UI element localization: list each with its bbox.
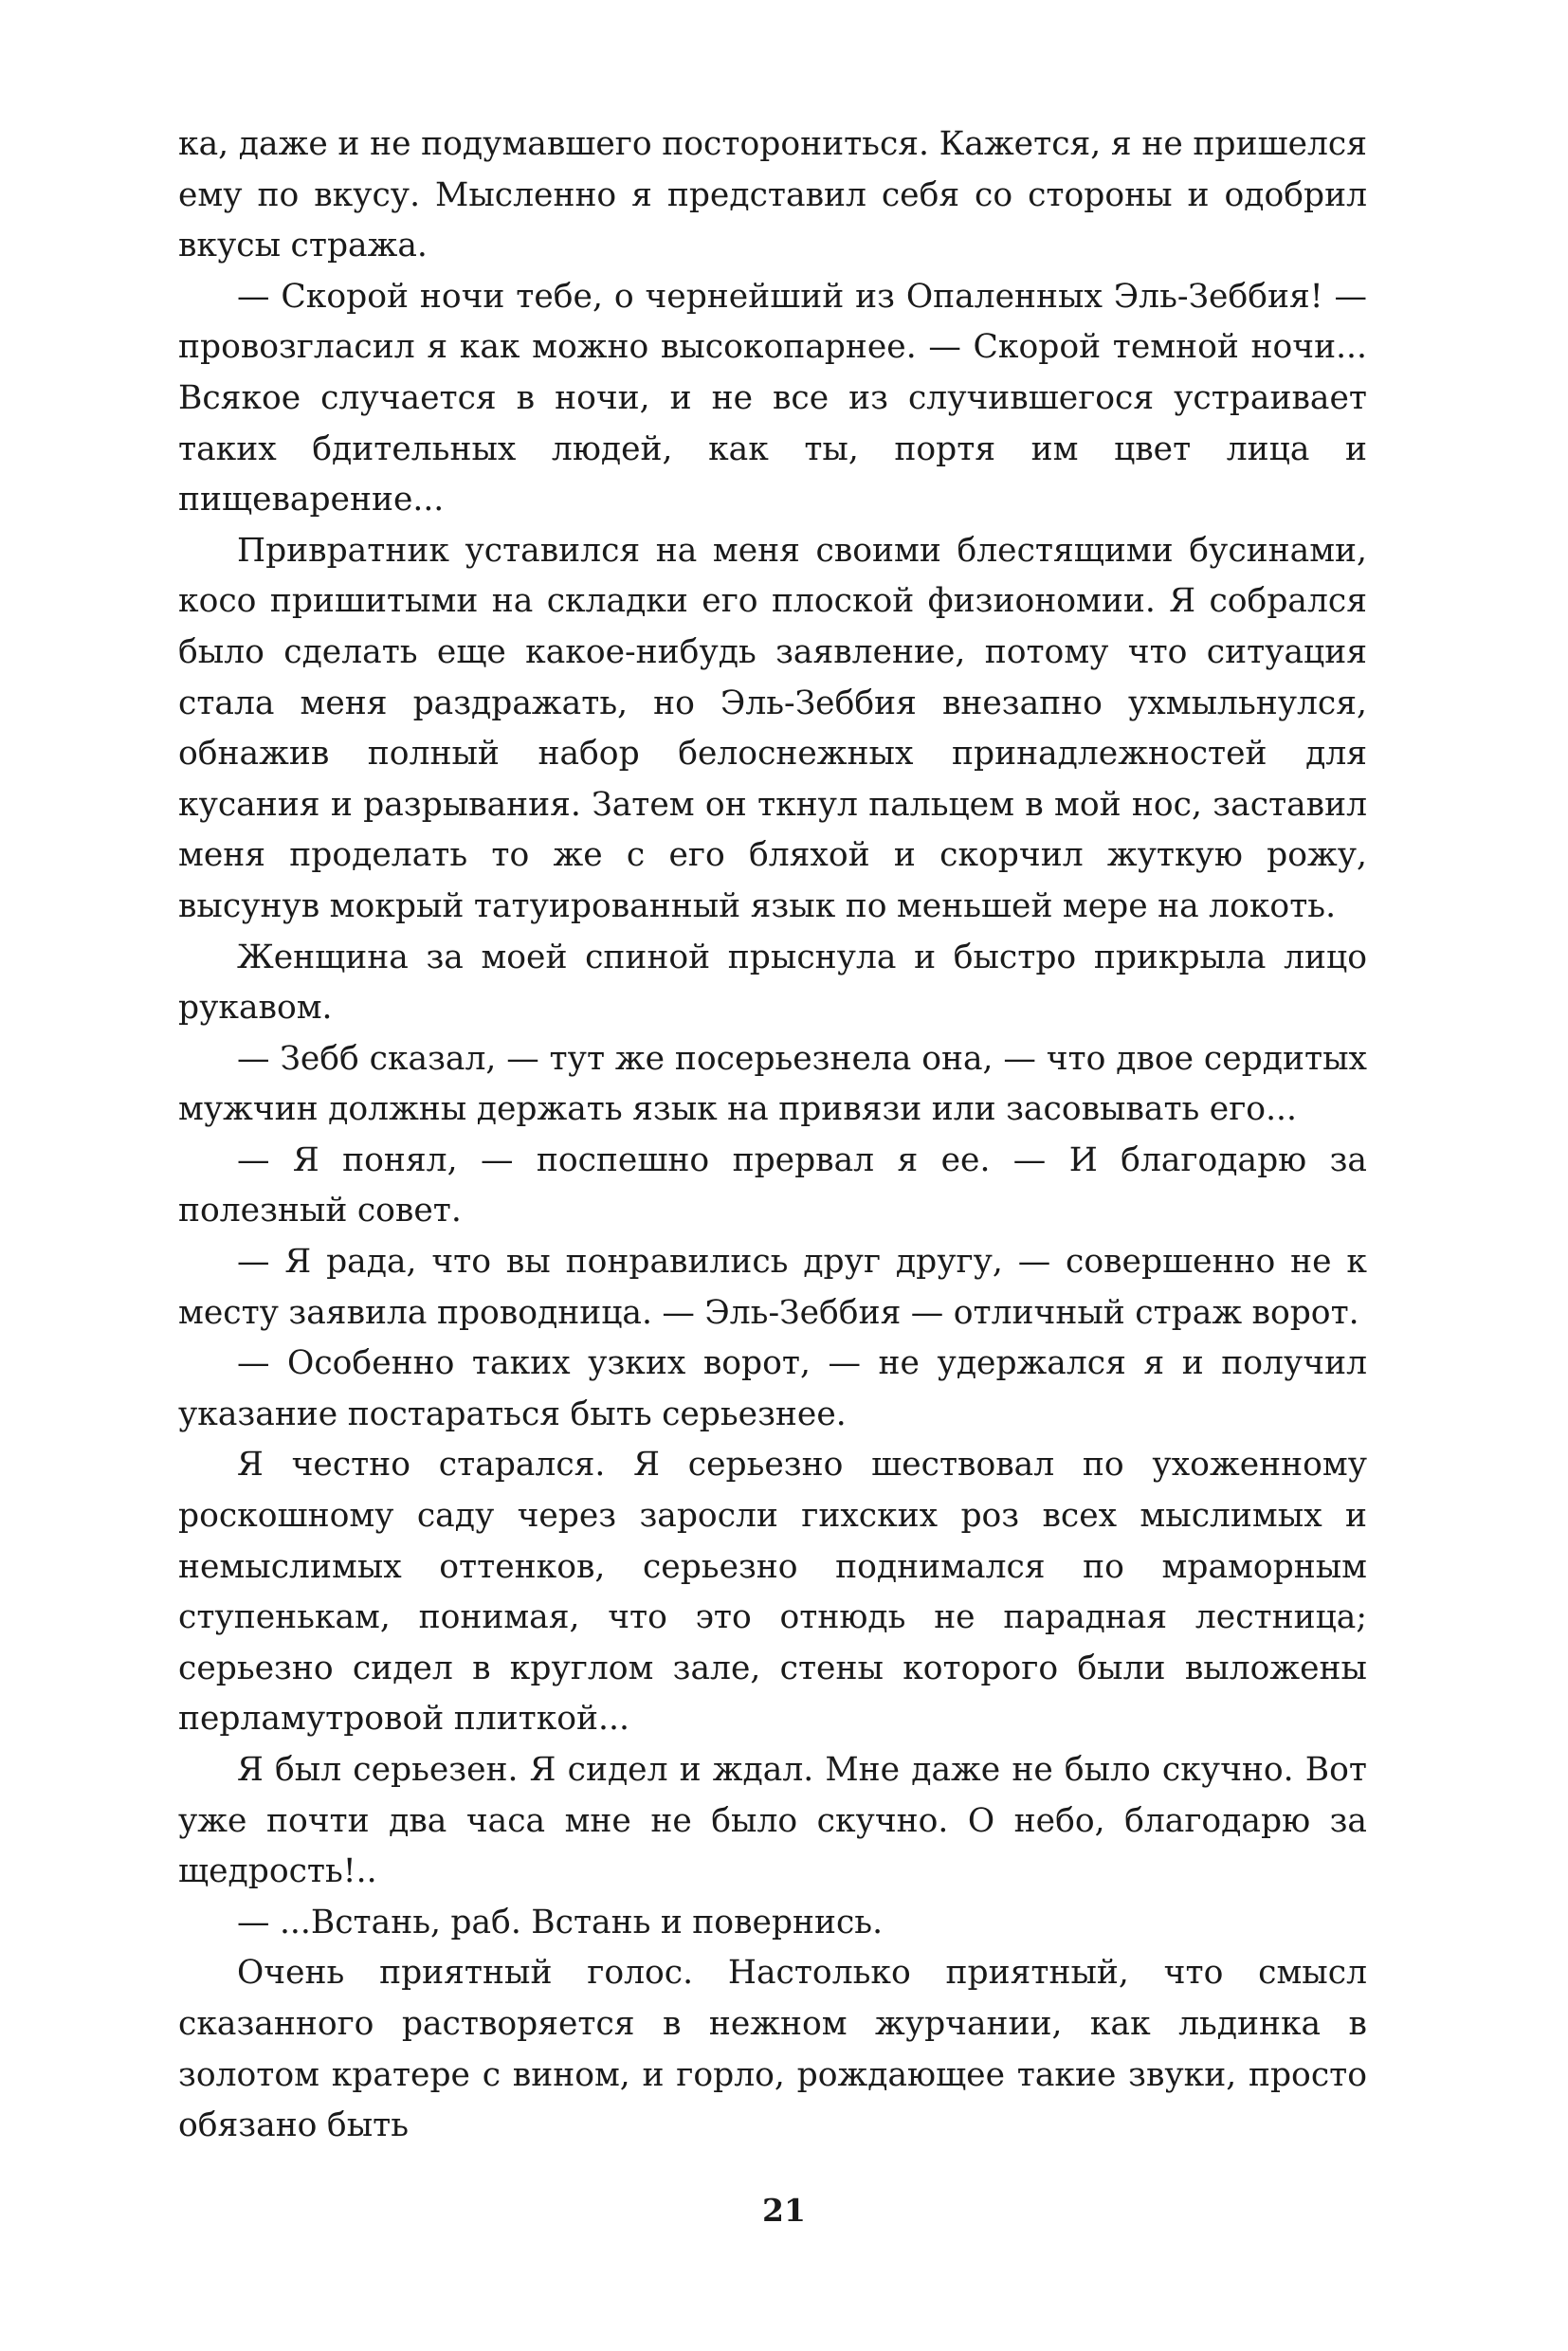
paragraph-10: Я был серьезен. Я сидел и ждал. Мне даже не было скучно. Вот уже почти два часа мне не было скучно. О небо, благодарю за щедрость!.. xyxy=(178,1751,1367,1891)
paragraph-6: — Я понял, — поспешно прервал я ее. — И благодарю за полезный совет. xyxy=(178,1140,1367,1230)
paragraph-2: — Скорой ночи тебе, о чернейший из Опаленных Эль-Зеббия! — провозгласил я как можно высокопарнее. — Скорой темной ночи... Всякое случается в ночи, и не все из случившегося устраивает таких бдительных людей, как ты, портя им цвет лица и пищеварение... xyxy=(178,277,1367,519)
paragraph-1: ка, даже и не подумавшего посторониться. Кажется, я не пришелся ему по вкусу. Мысленно я представил себя со стороны и одобрил вкусы стража. xyxy=(178,125,1367,265)
paragraph-12: Очень приятный голос. Настолько приятный, что смысл сказанного растворяется в нежном журчании, как льдинка в золотом кратере с вином, и горло, рождающее такие звуки, просто обязано быть xyxy=(178,1954,1367,2145)
paragraph-4: Женщина за моей спиной прыснула и быстро прикрыла лицо рукавом. xyxy=(178,938,1367,1028)
paragraph-9: Я честно старался. Я серьезно шествовал по ухоженному роскошному саду через заросли гихских роз всех мыслимых и немыслимых оттенков, серьезно поднимался по мраморным ступенькам, понимая, что это отнюдь не парадная лестница; серьезно сидел в круглом зале, стены которого были выложены перламутровой плиткой... xyxy=(178,1446,1367,1739)
paragraph-7: — Я рада, что вы понравились друг другу, — совершенно не к месту заявила проводница. — Эль-Зеббия — отличный страж ворот. xyxy=(178,1243,1367,1332)
paragraph-11: — ...Встань, раб. Встань и повернись. xyxy=(237,1903,884,1941)
body-text xyxy=(178,119,1367,2152)
paragraph-5: — Зебб сказал, — тут же посерьезнела она, — что двое сердитых мужчин должны держать язык на привязи или засовывать его... xyxy=(178,1039,1367,1129)
paragraph-8: — Особенно таких узких ворот, — не удержался я и получил указание постараться быть серьезнее. xyxy=(178,1344,1367,1433)
paragraph-3: Привратник уставился на меня своими блестящими бусинами, косо пришитыми на складки его плоской физиономии. Я собрался было сделать еще какое-нибудь заявление, потому что ситуация стала меня раздражать, но Эль-Зеббия внезапно ухмыльнулся, обнажив полный набор белоснежных принадлежностей для кусания и разрывания. Затем он ткнул пальцем в мой нос, заставил меня проделать то же с его бляхой и скорчил жуткую рожу, высунув мокрый татуированный язык по меньшей мере на локоть. xyxy=(178,531,1367,925)
page-number: 21 xyxy=(762,2192,806,2229)
